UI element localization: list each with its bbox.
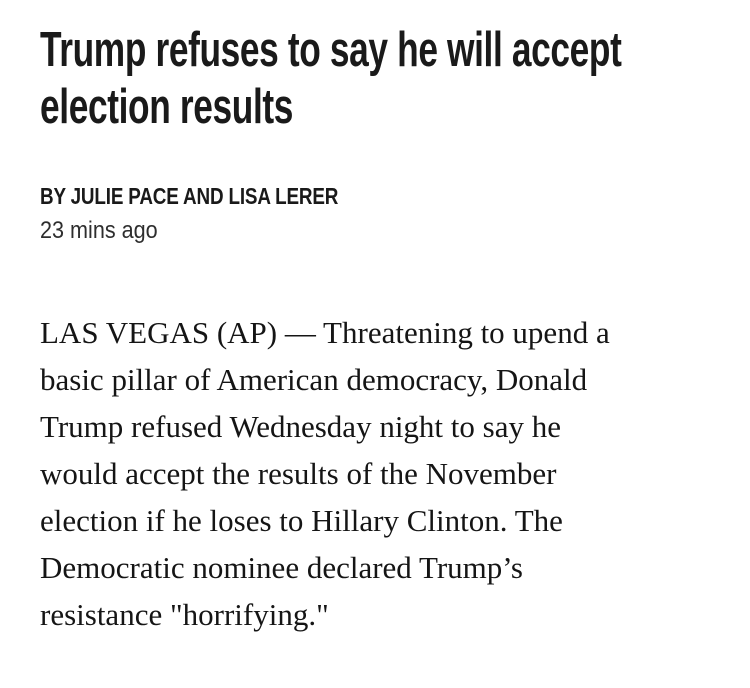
article-timestamp: 23 mins ago [40, 217, 158, 244]
article-headline: Trump refuses to say he will accept election results [40, 23, 622, 134]
article-body-paragraph: LAS VEGAS (AP) — Threatening to upend a basic pillar of American democracy, Donald Trump refused Wednesday night to say he would accept the results of the November election if he loses to Hillary Clinton. The Democratic nominee declared Trump’s resistance "horrifying." [40, 315, 610, 632]
article-byline: BY JULIE PACE AND LISA LERER [40, 183, 339, 209]
